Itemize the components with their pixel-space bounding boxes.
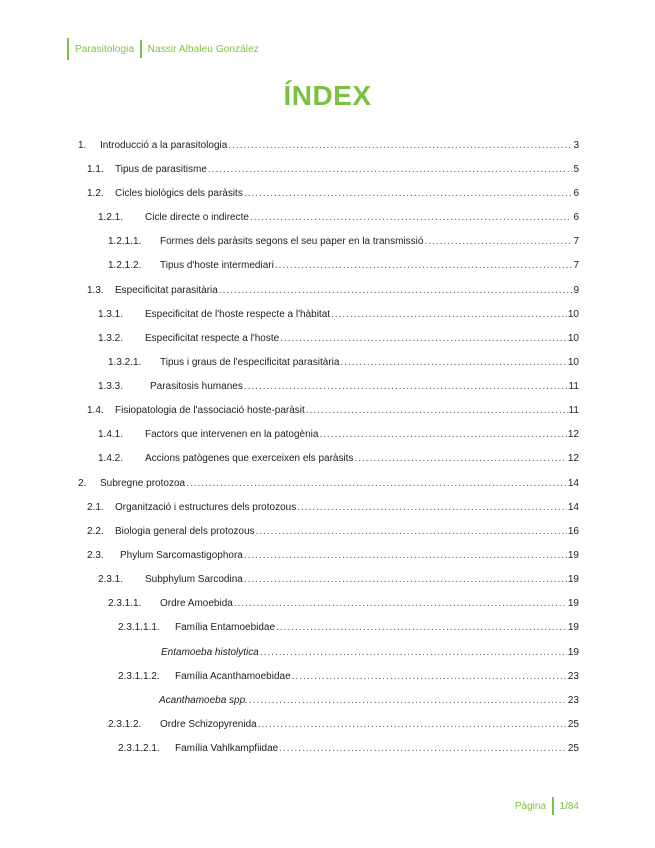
header-author: Nassir Albaleu González [147, 43, 259, 55]
toc-number: 2.3.1.1. [108, 598, 142, 609]
toc-text: Organització i estructures dels protozous [115, 502, 297, 513]
toc-text: Parasitosis humanes [150, 381, 243, 392]
toc-page: 19 [567, 574, 579, 585]
toc-text: Família Acanthamoebidae [175, 671, 291, 682]
toc-leader [292, 671, 567, 682]
toc-leader [234, 598, 567, 609]
toc-entry[interactable] [98, 309, 579, 323]
toc-leader [275, 260, 573, 271]
toc-leader [279, 743, 567, 754]
toc-text: Ordre Schizopyrenida [160, 719, 257, 730]
page-footer [515, 796, 579, 816]
toc-entry[interactable] [87, 502, 579, 516]
toc-text: Fisiopatologia de l'associació hoste-paràsit [115, 405, 305, 416]
toc-number: 1.3.2.1. [108, 357, 142, 368]
toc-text: Família Entamoebidae [175, 622, 276, 633]
toc-text: Ordre Amoebida [160, 598, 233, 609]
toc-number: 2.2. [87, 526, 104, 537]
toc-entry[interactable] [98, 574, 579, 588]
toc-leader [280, 333, 567, 344]
toc-page: 11 [568, 381, 579, 392]
toc-leader [228, 140, 572, 151]
toc-text: Biologia general dels protozous [115, 526, 255, 537]
toc-leader [249, 695, 567, 706]
toc-number: 1.4.2. [98, 453, 124, 464]
toc-text: Subregne protozoa [100, 478, 186, 489]
toc-number: 1. [78, 140, 87, 151]
toc-leader [340, 357, 566, 368]
toc-entry[interactable] [118, 743, 579, 757]
toc-number: 2.3.1.1.1. [118, 622, 160, 633]
toc-entry[interactable] [108, 357, 579, 371]
toc-page: 14 [567, 478, 579, 489]
toc-entry[interactable] [108, 260, 579, 274]
toc-number: 2.3.1.2. [108, 719, 142, 730]
toc-number: 1.3.3. [98, 381, 124, 392]
toc-page: 14 [567, 502, 579, 513]
toc-page: 19 [567, 647, 579, 658]
toc-text: Tipus d'hoste intermediari [160, 260, 274, 271]
toc-page: 7 [573, 260, 579, 271]
toc-leader [354, 453, 566, 464]
toc-leader [297, 502, 567, 513]
toc-text: Factors que intervenen en la patogènia [145, 429, 319, 440]
toc-page: 10 [567, 309, 579, 320]
toc-page: 19 [567, 550, 579, 561]
toc-entry[interactable] [98, 453, 579, 467]
toc-leader [219, 285, 573, 296]
toc-text: Família Vahlkampfiidae [175, 743, 279, 754]
toc-entry[interactable] [108, 598, 579, 612]
toc-leader [244, 381, 568, 392]
toc-page: 16 [567, 526, 579, 537]
toc-entry[interactable] [118, 671, 579, 685]
toc-entry[interactable] [87, 164, 579, 178]
page-header [67, 38, 265, 60]
toc-number: 2.1. [87, 502, 104, 513]
toc-number: 2.3.1.2.1. [118, 743, 160, 754]
toc-page: 5 [573, 164, 579, 175]
toc-page: 23 [567, 671, 579, 682]
toc-page: 11 [568, 405, 579, 416]
toc-number: 1.2.1.1. [108, 236, 142, 247]
toc-page: 12 [567, 453, 579, 464]
toc-number: 1.2.1.2. [108, 260, 142, 271]
toc-page: 19 [567, 598, 579, 609]
toc-leader [331, 309, 567, 320]
toc-leader [244, 574, 567, 585]
toc-entry[interactable] [87, 188, 579, 202]
toc-text: Especificitat parasitària [115, 285, 218, 296]
toc-page: 25 [567, 743, 579, 754]
toc-text: Formes dels paràsits segons el seu paper en la transmissió [160, 236, 424, 247]
toc-page: 6 [573, 212, 579, 223]
toc-leader [258, 719, 567, 730]
header-subject: Parasitologia [75, 43, 135, 55]
footer-page-number: 1/84 [559, 800, 579, 812]
toc-page: 10 [567, 357, 579, 368]
toc-leader [244, 188, 573, 199]
toc-text: Subphylum Sarcodina [145, 574, 243, 585]
toc-number: 1.3.2. [98, 333, 124, 344]
toc-page: 6 [573, 188, 579, 199]
toc-page: 23 [567, 695, 579, 706]
toc-leader [306, 405, 568, 416]
toc-number: 1.2. [87, 188, 104, 199]
toc-entry[interactable] [98, 212, 579, 226]
toc-leader [250, 212, 573, 223]
toc-leader [260, 647, 567, 658]
toc-text: Tipus de parasitisme [115, 164, 207, 175]
toc-leader [276, 622, 567, 633]
toc-entry[interactable] [98, 333, 579, 347]
toc-number: 1.3.1. [98, 309, 124, 320]
page-title: ÍNDEX [283, 80, 372, 111]
toc-entry[interactable] [98, 381, 579, 395]
toc-entry[interactable] [87, 285, 579, 299]
toc-entry[interactable] [161, 647, 579, 661]
toc-entry[interactable] [118, 622, 579, 636]
toc-entry[interactable] [108, 236, 579, 250]
toc-entry[interactable] [108, 719, 579, 733]
toc-text: Entamoeba histolytica [161, 647, 259, 658]
toc-text: Introducció a la parasitologia [100, 140, 228, 151]
toc-leader [424, 236, 572, 247]
toc-leader [319, 429, 566, 440]
toc-page: 9 [573, 285, 579, 296]
toc-number: 1.3. [87, 285, 104, 296]
toc-text: Cicle directe o indirecte [145, 212, 249, 223]
toc-text: Phylum Sarcomastigophora [120, 550, 243, 561]
toc-leader [244, 550, 567, 561]
toc-page: 19 [567, 622, 579, 633]
toc-text: Especificitat respecte a l'hoste [145, 333, 280, 344]
toc-entry[interactable] [87, 550, 579, 564]
toc-page: 10 [567, 333, 579, 344]
toc-text: Acanthamoeba spp. [159, 695, 248, 706]
toc-entry[interactable] [87, 405, 579, 419]
toc-number: 2. [78, 478, 87, 489]
toc-number: 2.3.1. [98, 574, 124, 585]
toc-leader [208, 164, 573, 175]
footer-page-label: Pàgina [514, 800, 547, 812]
toc-leader [186, 478, 567, 489]
toc-number: 1.1. [87, 164, 104, 175]
toc-number: 2.3.1.1.2. [118, 671, 160, 682]
toc-text: Cicles biològics dels paràsits [115, 188, 243, 199]
toc-number: 1.4.1. [98, 429, 124, 440]
toc-page: 12 [567, 429, 579, 440]
toc-page: 25 [567, 719, 579, 730]
toc-page: 3 [573, 140, 579, 151]
toc-entry[interactable] [78, 140, 579, 154]
toc-page: 7 [573, 236, 579, 247]
toc-text: Especificitat de l'hoste respecte a l'hàbitat [145, 309, 331, 320]
toc-number: 1.2.1. [98, 212, 124, 223]
toc-leader [256, 526, 567, 537]
toc-text: Accions patògenes que exerceixen els paràsits [145, 453, 354, 464]
toc-entry[interactable] [78, 478, 579, 492]
toc-entry[interactable] [159, 695, 579, 709]
toc-entry[interactable] [98, 429, 579, 443]
toc-text: Tipus i graus de l'especificitat parasitària [160, 357, 340, 368]
toc-number: 1.4. [87, 405, 104, 416]
toc-number: 2.3. [87, 550, 104, 561]
toc-entry[interactable] [87, 526, 579, 540]
